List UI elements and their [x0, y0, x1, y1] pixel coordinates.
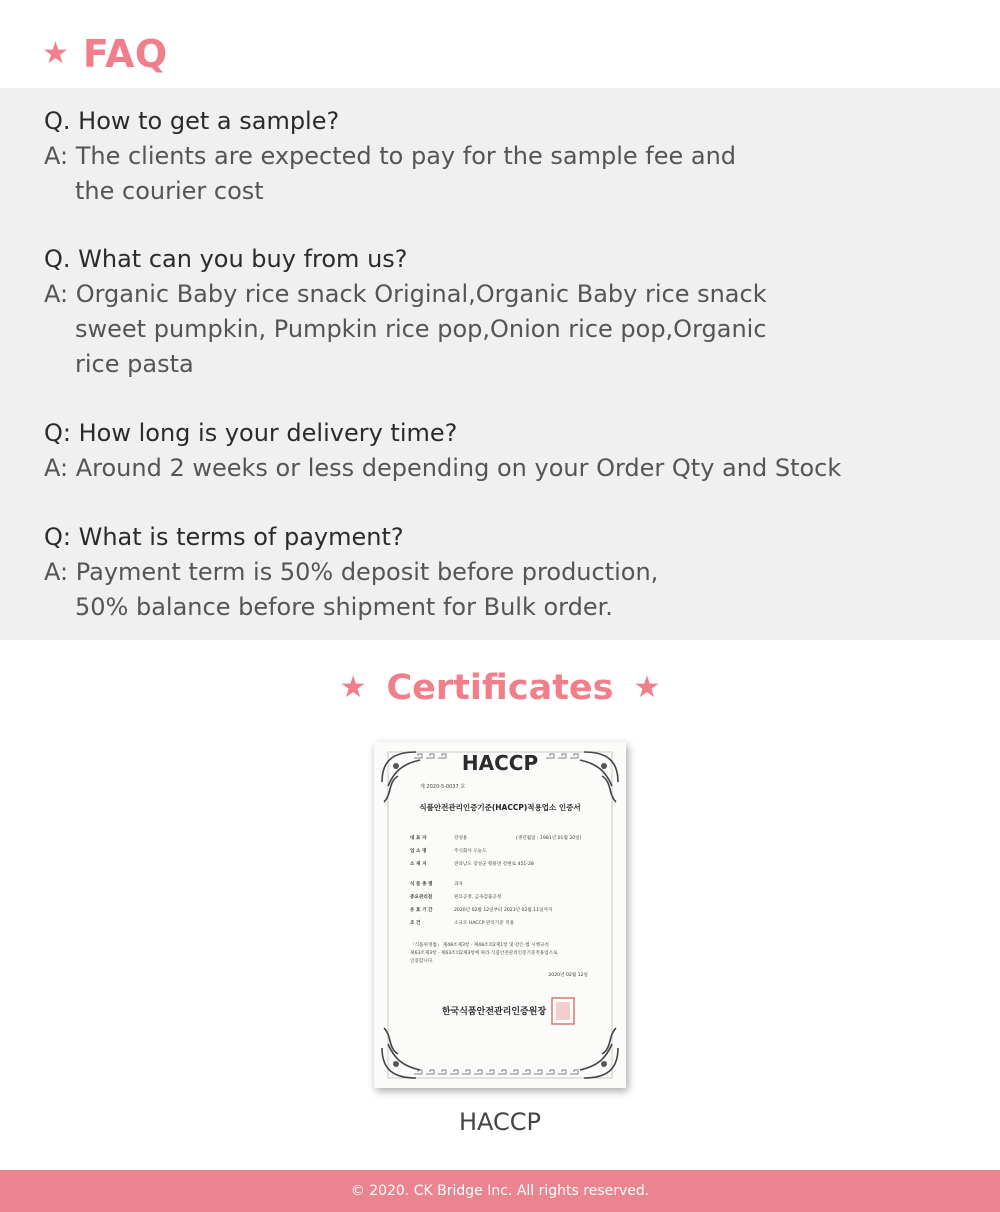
faq-question: Q. What can you buy from us?: [44, 245, 408, 273]
certificate-field-value: 과자: [454, 882, 463, 887]
faq-question: Q. How to get a sample?: [44, 107, 340, 135]
faq-title: FAQ: [82, 32, 168, 76]
faq-question: Q: What is terms of payment?: [44, 523, 404, 551]
certificate-heading: 식품안전관리인증기준(HACCP)적용업소 인증서: [419, 803, 581, 812]
haccp-logo: HACCP: [461, 751, 539, 775]
faq-answer-line: the courier cost: [75, 177, 264, 205]
faq-item: [44, 104, 964, 209]
faq-panel: [0, 88, 1000, 640]
star-icon: ★: [633, 670, 661, 705]
certificate-field-value: 2020년 02월 12일부터 2023년 02월 11일까지: [454, 908, 553, 913]
certificate-field-label: 업 소 명: [410, 849, 427, 854]
certificate-field-label: 중요관리점: [410, 895, 433, 900]
certificates-title: Certificates: [386, 668, 614, 708]
certificate-caption: HACCP: [458, 1108, 542, 1136]
footer: [0, 1170, 1000, 1212]
faq-answer-line: sweet pumpkin, Pumpkin rice pop,Onion rice pop,Organic: [75, 315, 767, 343]
certificate-field-value: 강성용: [454, 836, 468, 841]
certificate-field-label: 유 효 기 간: [410, 908, 433, 913]
certificates-heading: [0, 668, 1000, 708]
certificate-field-extra: (생년월일 : 1981년 01월 20일): [516, 836, 582, 841]
certificate-field-value: 소규모 HACCP 관리기준 적용: [454, 921, 515, 926]
certificate-field-value: 주식회사 오늘도: [454, 849, 487, 854]
certificate-body-line: 인증합니다.: [410, 959, 434, 964]
certificate-field-value: 원료공정, 금속검출공정: [454, 895, 502, 900]
star-icon: ★: [339, 670, 367, 705]
faq-answer-line: rice pasta: [75, 350, 194, 378]
faq-answer-line: 50% balance before shipment for Bulk order.: [75, 593, 613, 621]
certificate-field-label: 식 품 종 별: [410, 882, 433, 887]
certificate-signature: 한국식품안전관리인증원장: [441, 1007, 547, 1017]
certificate-date: 2020년 02월 12일: [548, 973, 588, 978]
certificate-body-line: 「식품위생법」 제48조제3항 · 제48조의2제1항 및 같은 법 시행규칙: [410, 943, 549, 948]
faq-item: [44, 416, 964, 486]
certificate-number: 제 2020-5-0037 호: [420, 784, 466, 790]
faq-question: Q: How long is your delivery time?: [44, 419, 458, 447]
faq-answer-line: A: Organic Baby rice snack Original,Organic Baby rice snack: [44, 280, 767, 308]
certificate-body-line: 제63조제3항 · 제63조의2제3항에 따라 식품안전관리인증기준적용업소로: [410, 951, 558, 956]
faq-answer-line: A: The clients are expected to pay for the sample fee and: [44, 142, 737, 170]
certificate-field-value: 전라남도 장성군 황룡면 강변로 451-28: [454, 862, 534, 867]
faq-item: [44, 520, 964, 625]
haccp-certificate-image: [374, 742, 626, 1088]
copyright-text: © 2020. CK Bridge Inc. All rights reserved.: [350, 1183, 650, 1199]
faq-heading: [42, 32, 168, 76]
certificate-field-label: 대 표 자: [410, 836, 427, 841]
faq-answer-line: A: Payment term is 50% deposit before production,: [44, 558, 659, 586]
star-icon: ★: [42, 36, 69, 71]
faq-answer-line: A: Around 2 weeks or less depending on your Order Qty and Stock: [44, 454, 842, 482]
certificate-field-label: 조 건: [410, 921, 421, 926]
certificate-field-label: 소 재 지: [410, 862, 427, 867]
faq-item: [44, 242, 964, 382]
